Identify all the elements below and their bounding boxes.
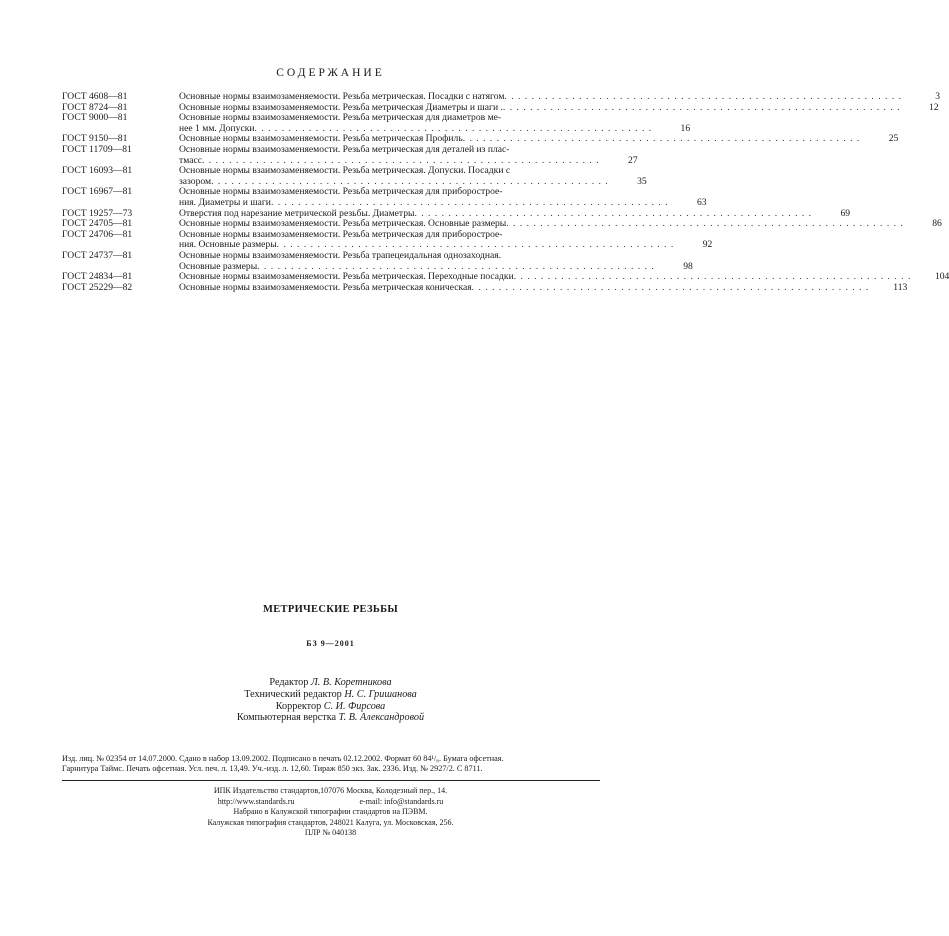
publisher-website: http://www.standards.ru bbox=[217, 796, 295, 806]
toc-title-text: Основные нормы взаимозаменяемости. Резьба метрическая. Допуски. Посадки с bbox=[179, 165, 511, 177]
toc-leader-dots bbox=[472, 283, 870, 294]
toc-title-text: Основные нормы взаимозаменяемости. Резьба метрическая. Основные размеры bbox=[179, 218, 507, 230]
toc-title bbox=[179, 230, 674, 251]
imprint-line: Гарнитура Таймс. Печать офсетная. Усл. печ. л. 13,49. Уч.-изд. л. 12,60. Тираж 850 экз. Зак. 2336. Изд. № 2927/2. С 8711. bbox=[62, 764, 483, 774]
toc-title-text: Основные нормы взаимозаменяемости. Резьба метрическая для приборострое- bbox=[179, 186, 503, 198]
credit-role: Корректор bbox=[275, 700, 322, 712]
toc-title-text: ния. Основные размеры bbox=[179, 239, 277, 251]
credit-role: Редактор bbox=[269, 677, 309, 688]
toc-title-text: Основные нормы взаимозаменяемости. Резьба метрическая для диаметров ме- bbox=[179, 112, 502, 124]
toc-title bbox=[179, 187, 669, 208]
toc-title bbox=[179, 113, 652, 134]
toc-page-number: 113 bbox=[893, 281, 908, 293]
toc-leader-dots bbox=[504, 92, 902, 103]
credit-name: С. И. Фирсова bbox=[323, 700, 386, 712]
credit-name: Т. В. Александровой bbox=[338, 712, 425, 724]
toc-title-text: Основные нормы взаимозаменяемости. Резьба метрическая для приборострое- bbox=[179, 228, 503, 240]
toc-page-number: 86 bbox=[932, 218, 942, 230]
toc-title bbox=[179, 283, 869, 294]
toc-leader-dots bbox=[506, 219, 904, 230]
credits bbox=[0, 677, 661, 724]
toc-page-number: 63 bbox=[696, 196, 707, 208]
toc-page-number: 27 bbox=[628, 154, 638, 166]
toc-title-text: Отверстия под нарезание метрической резьбы. Диаметры bbox=[179, 207, 415, 219]
toc-title-text: зазором bbox=[179, 175, 212, 187]
toc-leader-dots bbox=[271, 198, 669, 209]
toc-code: ГОСТ 24737—81 bbox=[62, 249, 133, 261]
toc-code: ГОСТ 24706—81 bbox=[62, 228, 133, 240]
credit-name: Л. В. Коретникова bbox=[310, 677, 392, 688]
typeset-note: Набрано в Калужской типографии стандартов на ПЭВМ. bbox=[233, 807, 428, 817]
plr-number: ПЛР № 040138 bbox=[304, 828, 357, 838]
toc-title-line bbox=[179, 198, 669, 209]
toc-page-number: 92 bbox=[702, 239, 713, 251]
toc-page-number: 3 bbox=[935, 91, 941, 102]
credit-role: Компьютерная верстка bbox=[236, 712, 337, 724]
toc-page-number: 104 bbox=[934, 271, 949, 283]
toc-title-text: ния. Диаметры и шаги bbox=[179, 196, 271, 208]
toc-page-number: 12 bbox=[928, 101, 939, 113]
credit-line bbox=[0, 712, 661, 724]
toc-code: ГОСТ 9150—81 bbox=[62, 133, 128, 145]
toc-leader-dots bbox=[463, 134, 861, 145]
toc-page-number: 25 bbox=[888, 133, 899, 145]
publisher-address: ИПК Издательство стандартов,107076 Москва, Колодезный пер., 14. bbox=[213, 786, 448, 795]
toc-title-text: Основные нормы взаимозаменяемости. Резьба метрическая Профиль bbox=[179, 133, 463, 145]
toc-title-text: Основные нормы взаимозаменяемости. Резьба метрическая для деталей из плас- bbox=[179, 143, 510, 155]
credit-line bbox=[0, 677, 661, 689]
toc-code: ГОСТ 4608—81 bbox=[62, 91, 128, 102]
credit-role: Технический редактор bbox=[244, 688, 342, 700]
toc-page-number: 69 bbox=[840, 207, 851, 219]
toc-title-line bbox=[179, 283, 869, 294]
divider bbox=[62, 780, 600, 781]
toc-title bbox=[179, 251, 655, 272]
imprint bbox=[62, 754, 600, 775]
toc-code: ГОСТ 19257—73 bbox=[62, 207, 133, 219]
toc-title-text: Основные нормы взаимозаменяемости. Резьба трапецеидальная однозаходная. bbox=[179, 249, 502, 261]
toc-leader-dots bbox=[503, 103, 901, 114]
toc-title-text: тмасс bbox=[179, 154, 202, 166]
contents-list bbox=[62, 91, 949, 293]
toc-code: ГОСТ 8724—81 bbox=[62, 101, 128, 113]
toc-code: ГОСТ 24834—81 bbox=[62, 271, 133, 283]
contents-heading: СОДЕРЖАНИЕ bbox=[276, 67, 385, 79]
section-title: МЕТРИЧЕСКИЕ РЕЗЬБЫ bbox=[263, 604, 398, 615]
toc-entry bbox=[62, 165, 647, 187]
publisher-info bbox=[0, 786, 661, 839]
toc-title-line bbox=[179, 145, 600, 156]
toc-entry bbox=[62, 91, 941, 103]
toc-title bbox=[179, 145, 600, 166]
toc-page-number: 35 bbox=[637, 175, 647, 187]
printer-address: Калужская типография стандартов, 248021 Калуга, ул. Московская, 256. bbox=[207, 817, 454, 827]
toc-entry bbox=[62, 281, 908, 294]
publisher-email: e-mail: info@standards.ru bbox=[359, 796, 444, 806]
toc-title bbox=[179, 92, 902, 103]
toc-page-number: 16 bbox=[680, 122, 691, 134]
toc-title-text: Основные нормы взаимозаменяемости. Резьба метрическая. Посадки с натягом bbox=[179, 91, 505, 102]
toc-code: ГОСТ 11709—81 bbox=[62, 143, 132, 155]
toc-title-text: Основные размеры bbox=[179, 260, 258, 272]
toc-entry bbox=[62, 112, 691, 134]
toc-title-line bbox=[179, 92, 902, 103]
credit-line bbox=[0, 701, 661, 713]
credit-line bbox=[0, 689, 661, 701]
bz-number: БЗ 9—2001 bbox=[306, 639, 355, 648]
imprint-line: Изд. лиц. № 02354 от 14.07.2000. Сдано в набор 13.09.2002. Подписано в печать 02.12.2002. Формат 60 84¹/₈. Бумага офсетная. bbox=[62, 754, 504, 763]
toc-entry bbox=[62, 143, 638, 166]
credit-name: Н. С. Гришанова bbox=[344, 688, 417, 700]
toc-title-text: Основные нормы взаимозаменяемости. Резьба метрическая. Переходные посадки bbox=[179, 271, 514, 283]
toc-code: ГОСТ 24705—81 bbox=[62, 218, 133, 230]
toc-page-number: 98 bbox=[683, 260, 693, 272]
toc-title-text: Основные нормы взаимозаменяемости. Резьба метрическая Диаметры и шаги . bbox=[179, 101, 503, 113]
toc-title-line bbox=[179, 251, 655, 262]
toc-title-text: нее 1 мм. Допуски bbox=[179, 122, 255, 134]
publisher-contacts bbox=[0, 797, 661, 808]
toc-entry bbox=[62, 186, 707, 208]
toc-code: ГОСТ 25229—82 bbox=[62, 281, 133, 293]
toc-code: ГОСТ 16093—81 bbox=[62, 165, 133, 177]
toc-title-text: Основные нормы взаимозаменяемости. Резьба метрическая коническая bbox=[179, 281, 472, 293]
toc-entry bbox=[62, 228, 713, 251]
toc-title bbox=[179, 166, 609, 187]
toc-code: ГОСТ 16967—81 bbox=[62, 186, 133, 198]
toc-entry bbox=[62, 249, 693, 272]
toc-code: ГОСТ 9000—81 bbox=[62, 112, 128, 124]
